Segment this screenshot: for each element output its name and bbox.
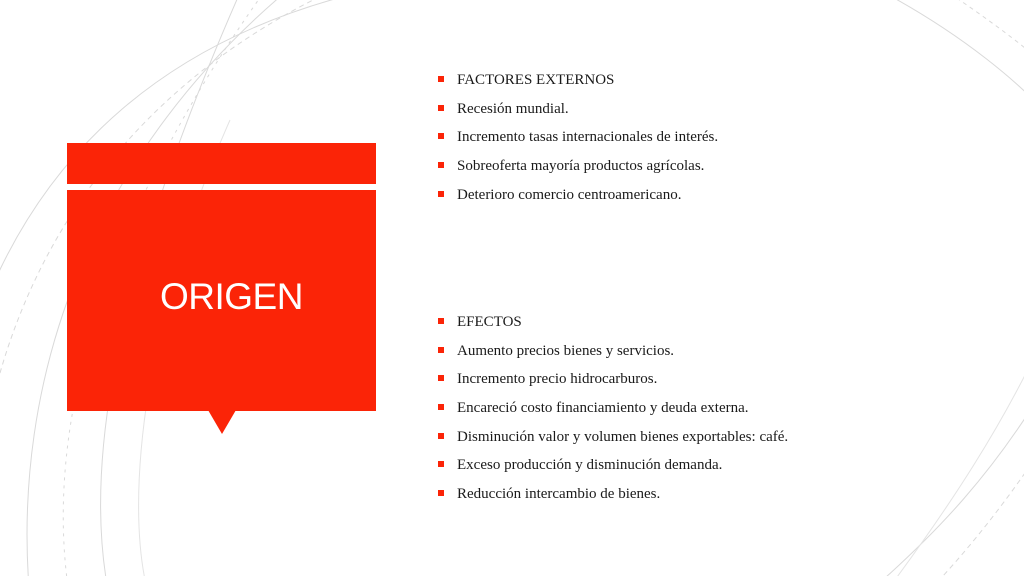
square-bullet-icon (438, 318, 444, 324)
list-item (438, 427, 788, 456)
square-bullet-icon (438, 162, 444, 168)
square-bullet-icon (438, 133, 444, 139)
list-item (438, 70, 718, 99)
list-item (438, 369, 788, 398)
list-item-text: Incremento precio hidrocarburos. (457, 371, 658, 388)
list-item-text: Recesión mundial. (457, 100, 569, 117)
list-item-text: Reducción intercambio de bienes. (457, 486, 661, 503)
list-item-text: Sobreoferta mayoría productos agrícolas. (457, 158, 705, 175)
efectos-list (438, 312, 788, 513)
list-item-text: Exceso producción y disminución demanda. (457, 457, 723, 474)
square-bullet-icon (438, 191, 444, 197)
list-item-text: Aumento precios bienes y servicios. (457, 342, 675, 359)
list-item (438, 484, 788, 513)
square-bullet-icon (438, 76, 444, 82)
square-bullet-icon (438, 490, 444, 496)
list-item (438, 127, 718, 156)
list-item (438, 156, 718, 185)
list-item (438, 185, 718, 214)
square-bullet-icon (438, 433, 444, 439)
list-item (438, 398, 788, 427)
title-box-pointer (208, 410, 236, 434)
list-item (438, 99, 718, 128)
square-bullet-icon (438, 461, 444, 467)
list-item (438, 312, 788, 341)
list-item (438, 455, 788, 484)
list-item-text: FACTORES EXTERNOS (457, 72, 615, 88)
square-bullet-icon (438, 375, 444, 381)
list-item-text: Deterioro comercio centroamericano. (457, 186, 682, 203)
square-bullet-icon (438, 347, 444, 353)
square-bullet-icon (438, 404, 444, 410)
accent-strip (67, 143, 376, 184)
list-item-text: Incremento tasas internacionales de interés. (457, 129, 719, 146)
slide-title: ORIGEN (160, 276, 303, 317)
factores-list (438, 70, 718, 213)
list-item (438, 341, 788, 370)
list-item-text: Disminución valor y volumen bienes exportables: café. (457, 428, 789, 445)
list-item-text: Encareció costo financiamiento y deuda externa. (457, 400, 749, 417)
list-item-text: EFECTOS (457, 314, 522, 330)
square-bullet-icon (438, 105, 444, 111)
